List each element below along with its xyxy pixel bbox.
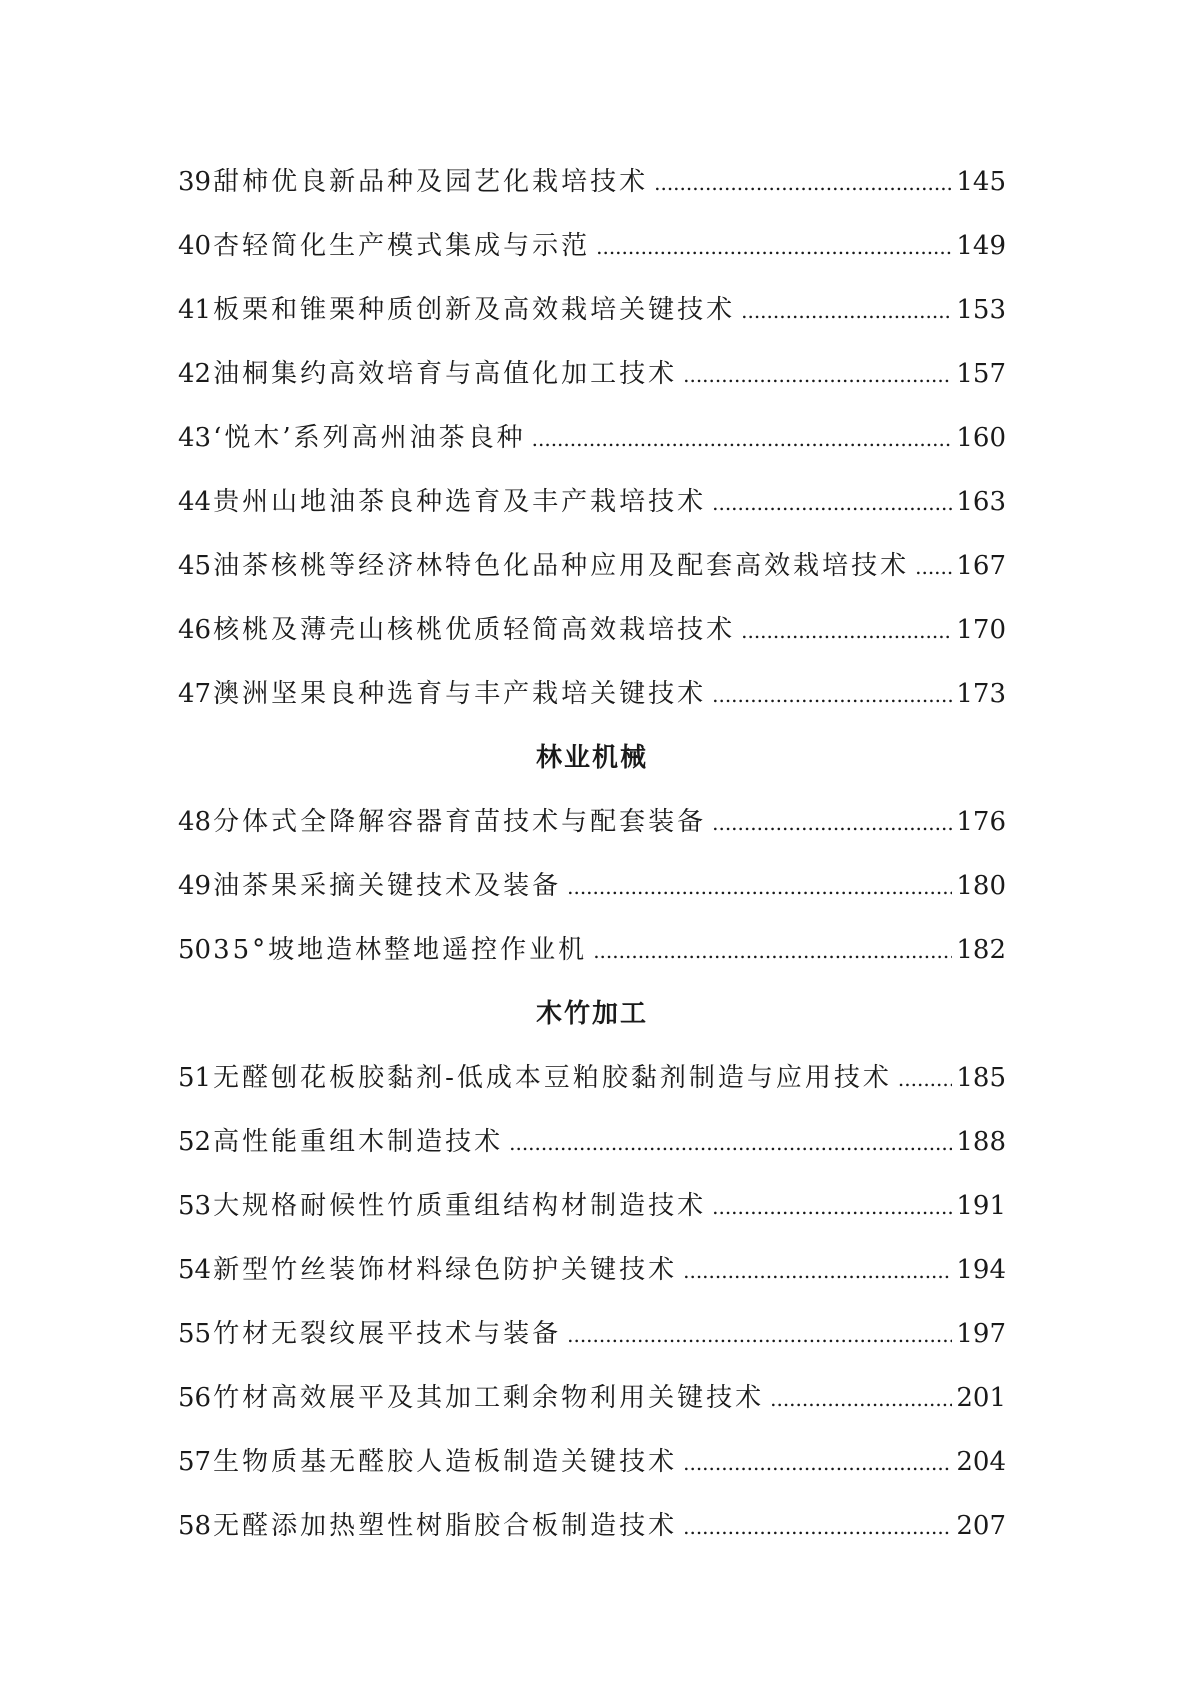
entry-number: 51	[178, 1063, 212, 1093]
entry-page-number: 188	[956, 1127, 1006, 1157]
toc-entry[interactable]	[178, 1110, 1006, 1174]
dot-leader	[567, 855, 952, 919]
entry-title: 油桐集约高效培育与高值化加工技术	[213, 359, 678, 389]
entry-page-number: 149	[956, 231, 1006, 261]
toc-entry[interactable]	[178, 406, 1006, 470]
toc-entry[interactable]	[178, 854, 1006, 918]
section-heading-forestry-machinery: 林业机械	[535, 743, 648, 773]
toc-entry[interactable]	[178, 918, 1006, 982]
entry-number: 45	[178, 551, 212, 581]
toc-entry[interactable]	[178, 1366, 1006, 1430]
entry-number: 55	[178, 1319, 212, 1349]
dot-leader	[898, 1047, 952, 1111]
entry-page-number: 167	[956, 551, 1006, 581]
entry-page-number: 153	[956, 295, 1006, 325]
entry-page-number: 160	[956, 423, 1006, 453]
entry-page-number: 180	[956, 871, 1006, 901]
toc-entry[interactable]	[178, 1302, 1006, 1366]
entry-title: 油茶核桃等经济林特色化品种应用及配套高效栽培技术	[213, 551, 910, 581]
dot-leader	[712, 471, 952, 535]
dot-leader	[683, 1431, 952, 1495]
entry-page-number: 201	[956, 1383, 1006, 1413]
entry-number: 44	[178, 487, 212, 517]
toc-entry[interactable]	[178, 1174, 1006, 1238]
toc-entry[interactable]	[178, 1046, 1006, 1110]
entry-title: 分体式全降解容器育苗技术与配套装备	[213, 807, 707, 837]
entry-title: 35°坡地造林整地遥控作业机	[213, 935, 588, 965]
entry-number: 39	[178, 167, 212, 197]
dot-leader	[770, 1367, 952, 1431]
entry-title: 无醛添加热塑性树脂胶合板制造技术	[213, 1511, 678, 1541]
entry-page-number: 207	[956, 1511, 1006, 1541]
entry-number: 56	[178, 1383, 212, 1413]
dot-leader	[712, 663, 952, 727]
toc-entry[interactable]	[178, 534, 1006, 598]
toc-entry[interactable]	[178, 1238, 1006, 1302]
entry-page-number: 185	[956, 1063, 1006, 1093]
entry-number: 42	[178, 359, 212, 389]
entry-title: 杏轻简化生产模式集成与示范	[213, 231, 591, 261]
entry-title: ‘悦木’系列高州油茶良种	[213, 423, 526, 453]
entry-number: 58	[178, 1511, 212, 1541]
entry-page-number: 191	[956, 1191, 1006, 1221]
dot-leader	[741, 599, 952, 663]
dot-leader	[654, 151, 952, 215]
section-heading-wood-bamboo-processing: 木竹加工	[535, 999, 648, 1029]
toc-entry[interactable]	[178, 470, 1006, 534]
toc-entry[interactable]	[178, 662, 1006, 726]
dot-leader	[683, 1239, 952, 1303]
entry-title: 高性能重组木制造技术	[213, 1127, 504, 1157]
dot-leader	[532, 407, 953, 471]
entry-title: 贵州山地油茶良种选育及丰产栽培技术	[213, 487, 707, 517]
entry-title: 澳洲坚果良种选育与丰产栽培关键技术	[213, 679, 707, 709]
toc-entry[interactable]	[178, 1430, 1006, 1494]
toc-entry[interactable]	[178, 278, 1006, 342]
entry-number: 52	[178, 1127, 212, 1157]
table-of-contents	[178, 150, 1006, 1558]
entry-title: 新型竹丝装饰材料绿色防护关键技术	[213, 1255, 678, 1285]
entry-page-number: 182	[956, 935, 1006, 965]
entry-title: 油茶果采摘关键技术及装备	[213, 871, 562, 901]
dot-leader	[683, 343, 952, 407]
entry-number: 41	[178, 295, 212, 325]
entry-number: 43	[178, 423, 212, 453]
entry-title: 无醛刨花板胶黏剂-低成本豆粕胶黏剂制造与应用技术	[213, 1063, 892, 1093]
entry-number: 48	[178, 807, 212, 837]
entry-title: 大规格耐候性竹质重组结构材制造技术	[213, 1191, 707, 1221]
dot-leader	[596, 215, 952, 279]
dot-leader	[741, 279, 952, 343]
entry-number: 47	[178, 679, 212, 709]
entry-number: 50	[178, 935, 212, 965]
dot-leader	[593, 919, 952, 983]
entry-title: 核桃及薄壳山核桃优质轻简高效栽培技术	[213, 615, 736, 645]
entry-title: 生物质基无醛胶人造板制造关键技术	[213, 1447, 678, 1477]
dot-leader	[683, 1495, 952, 1559]
entry-number: 57	[178, 1447, 212, 1477]
toc-entry[interactable]	[178, 598, 1006, 662]
entry-page-number: 157	[956, 359, 1006, 389]
toc-entry[interactable]	[178, 790, 1006, 854]
entry-page-number: 197	[956, 1319, 1006, 1349]
dot-leader	[509, 1111, 952, 1175]
entry-page-number: 173	[956, 679, 1006, 709]
toc-entry[interactable]	[178, 150, 1006, 214]
entry-title: 竹材无裂纹展平技术与装备	[213, 1319, 562, 1349]
entry-number: 46	[178, 615, 212, 645]
entry-page-number: 145	[956, 167, 1006, 197]
entry-number: 49	[178, 871, 212, 901]
entry-number: 40	[178, 231, 212, 261]
toc-entry[interactable]	[178, 1494, 1006, 1558]
entry-number: 53	[178, 1191, 212, 1221]
dot-leader	[915, 535, 952, 599]
entry-page-number: 170	[956, 615, 1006, 645]
entry-page-number: 163	[956, 487, 1006, 517]
dot-leader	[712, 1175, 952, 1239]
entry-title: 甜柿优良新品种及园艺化栽培技术	[213, 167, 649, 197]
toc-entry[interactable]	[178, 342, 1006, 406]
entry-page-number: 194	[956, 1255, 1006, 1285]
entry-number: 54	[178, 1255, 212, 1285]
toc-entry[interactable]	[178, 214, 1006, 278]
entry-page-number: 176	[956, 807, 1006, 837]
dot-leader	[712, 791, 952, 855]
entry-title: 板栗和锥栗种质创新及高效栽培关键技术	[213, 295, 736, 325]
entry-title: 竹材高效展平及其加工剩余物利用关键技术	[213, 1383, 765, 1413]
entry-page-number: 204	[956, 1447, 1006, 1477]
dot-leader	[567, 1303, 952, 1367]
